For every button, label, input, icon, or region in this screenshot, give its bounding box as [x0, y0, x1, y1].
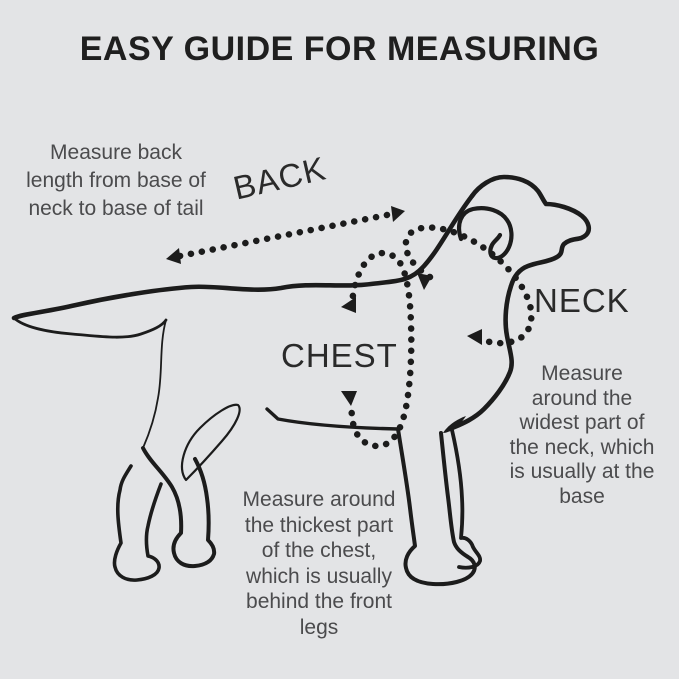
neck-arrow-bottom-icon: [467, 329, 482, 345]
chest-note-line: legs: [299, 615, 339, 639]
chest-note-line: of the chest,: [261, 539, 377, 562]
chest-arrow-top-icon: [341, 297, 356, 313]
neck-note-line: base: [559, 484, 605, 508]
chest-note-line: behind the front: [246, 590, 392, 613]
back-arrow-left-icon: [166, 248, 181, 264]
back-measure-dots: [180, 214, 392, 256]
back-note-line: Measure back: [50, 141, 182, 164]
neck-label: NECK: [534, 282, 630, 319]
neck-note-line: is usually at the: [509, 460, 655, 483]
dog-back-tail-outline: [14, 196, 472, 318]
chest-note-line: which is usually: [246, 564, 392, 588]
back-arrow-right-icon: [391, 206, 405, 222]
back-label: BACK: [229, 149, 330, 207]
neck-note-line: Measure: [541, 362, 623, 385]
chest-note-line: Measure around: [242, 488, 396, 511]
back-note-line: length from base of: [26, 169, 206, 192]
neck-note-line: widest part of: [519, 411, 645, 434]
dog-tail-underside: [14, 318, 166, 337]
dog-thigh-line: [182, 405, 240, 480]
dog-ear: [459, 208, 511, 258]
dog-belly-line: [267, 409, 398, 429]
chest-label: CHEST: [281, 337, 398, 374]
neck-note-line: around the: [531, 386, 633, 410]
chest-note-line: the thickest part: [244, 513, 394, 537]
back-note-line: neck to base of tail: [28, 197, 204, 220]
dog-hind-leg-far: [114, 466, 161, 580]
dog-rear-flank-line: [143, 320, 166, 448]
chest-arrow-bottom-icon: [341, 391, 357, 406]
page-title: EASY GUIDE FOR MEASURING: [79, 30, 600, 68]
neck-note-line: the neck, which: [509, 435, 655, 459]
